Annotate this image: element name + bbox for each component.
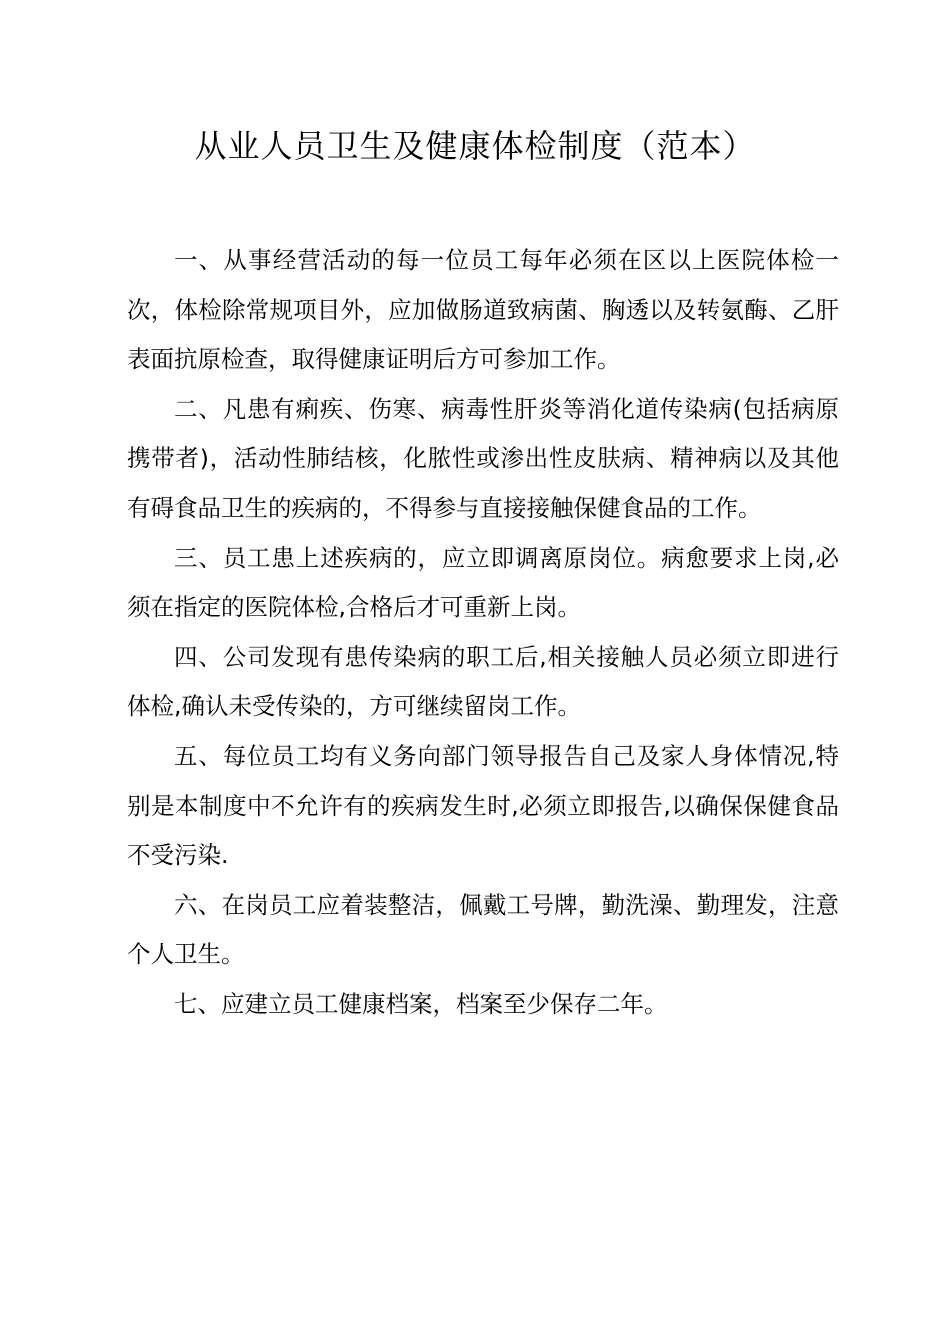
paragraph-3: 三、员工患上述疾病的，应立即调离原岗位。病愈要求上岗,必须在指定的医院体检,合格后才可重新上岗。 bbox=[127, 543, 839, 622]
paragraph-1: 一、从事经营活动的每一位员工每年必须在区以上医院体检一次，体检除常规项目外，应加做肠道致病菌、胸透以及转氨酶、乙肝表面抗原检查，取得健康证明后方可参加工作。 bbox=[127, 246, 839, 374]
document-body bbox=[127, 236, 839, 1030]
paragraph-5: 五、每位员工均有义务向部门领导报告自己及家人身体情况,特别是本制度中不允许有的疾病发生时,必须立即报告,以确保保健食品不受污染. bbox=[127, 741, 839, 870]
paragraph-2: 二、凡患有痢疾、伤寒、病毒性肝炎等消化道传染病(包括病原携带者)，活动性肺结核，化脓性或渗出性皮肤病、精神病以及其他有碍食品卫生的疾病的，不得参与直接接触保健食品的工作。 bbox=[127, 394, 839, 522]
document-title: 从业人员卫生及健康体检制度（范本） bbox=[194, 127, 756, 165]
paragraph-7: 七、应建立员工健康档案，档案至少保存二年。 bbox=[174, 989, 668, 1018]
paragraph-6: 六、在岗员工应着装整洁，佩戴工号牌，勤洗澡、勤理发，注意个人卫生。 bbox=[127, 890, 839, 969]
paragraph-4: 四、公司发现有患传染病的职工后,相关接触人员必须立即进行体检,确认未受传染的，方可继续留岗工作。 bbox=[127, 642, 839, 721]
